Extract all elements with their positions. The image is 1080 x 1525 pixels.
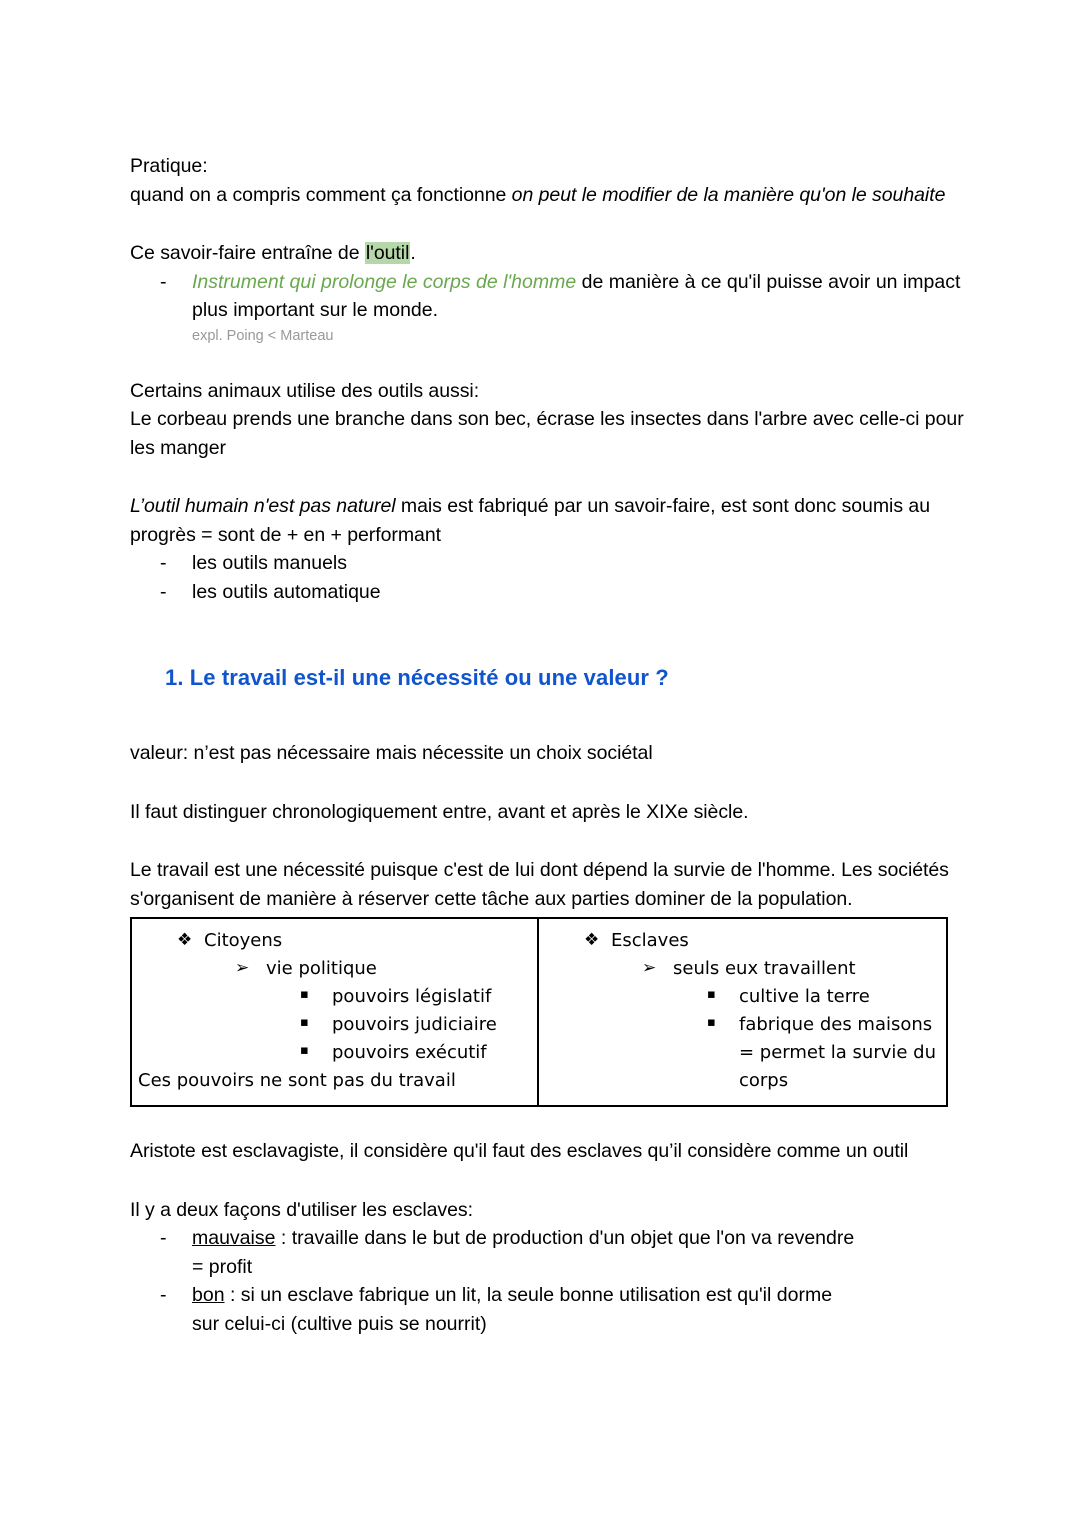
spacer (130, 606, 980, 663)
paragraph-deux-facons-intro: Il y a deux façons d'utiliser les esclaves: (130, 1198, 473, 1221)
list-item-second-line: sur celui-ci (cultive puis se nourrit) (192, 1312, 487, 1335)
list-item-keyword: bon (192, 1284, 225, 1306)
paragraph-pratique-label: Pratique: (130, 155, 208, 177)
table-row (539, 955, 946, 983)
table-subitem-label: vie politique (266, 958, 377, 979)
list-item (130, 549, 980, 578)
list-item-keyword: mauvaise (192, 1227, 276, 1249)
paragraph-animaux-corbeau: Le corbeau prends une branche dans son bec, écrase les insectes dans l'arbre avec celle-ci pour les manger (130, 408, 964, 459)
paragraph-necessite: Le travail est une nécessité puisque c'est de lui dont dépend la survie de l'homme. Les sociétés s'organisent de manière à réserver cette tâche aux parties dominer de la population. (130, 859, 949, 910)
dash-bullet-icon: - (160, 552, 167, 574)
square-bullet-icon: ▪ (300, 1015, 309, 1030)
deux-facons-list (130, 1224, 980, 1338)
table-subitem-label: pouvoirs judiciaire (332, 1014, 497, 1035)
dash-bullet-icon: - (160, 270, 167, 293)
dash-bullet-icon: - (160, 1284, 167, 1306)
spacer (130, 693, 980, 739)
dash-bullet-icon: - (160, 580, 167, 603)
diamond-bullet-icon: ❖ (584, 930, 600, 950)
paragraph-outil-humain (130, 492, 980, 549)
list-item (130, 1281, 980, 1338)
list-item-label: les outils manuels (192, 552, 347, 574)
square-bullet-icon: ▪ (707, 1015, 716, 1030)
table-row (132, 1011, 537, 1039)
table-row (132, 1039, 537, 1067)
section-heading-1: 1. Le travail est-il une nécessité ou une valeur ? (165, 665, 669, 690)
table-subitem-label: cultive la terre (739, 986, 870, 1007)
comparison-table (130, 917, 948, 1107)
table-cell-heading: Citoyens (204, 930, 283, 951)
diamond-bullet-icon: ❖ (177, 930, 193, 950)
paragraph-valeur: valeur: n’est pas nécessaire mais nécessite un choix sociétal (130, 742, 653, 764)
spacer (130, 462, 980, 492)
paragraph-pratique-body (130, 181, 980, 210)
outil-definition-rest-text: de manière à ce qu'il puisse avoir un impact plus important sur le monde. (192, 270, 961, 321)
outil-definition-example: expl. Poing < Marteau (192, 327, 334, 344)
spacer (130, 209, 980, 239)
spacer (130, 826, 980, 856)
spacer (130, 1107, 980, 1137)
arrow-bullet-icon: ➢ (642, 958, 657, 978)
spacer (130, 768, 980, 798)
document-content (130, 152, 980, 1338)
list-item-label: : si un esclave fabrique un lit, la seule bonne utilisation est qu'il dorme (224, 1284, 833, 1306)
outil-definition-green-text: Instrument qui prolonge le corps de l'homme (192, 270, 577, 293)
table-subitem-label: pouvoirs exécutif (332, 1042, 487, 1063)
table-cell-footer-note: Ces pouvoirs ne sont pas du travail (138, 1070, 456, 1091)
outil-humain-italic-text: L’outil humain n'est pas naturel (130, 495, 396, 517)
table-subitem-label: fabrique des maisons (739, 1014, 933, 1035)
table-cell-esclaves (539, 919, 946, 1105)
outils-types-list (130, 549, 980, 606)
dash-bullet-icon: - (160, 1227, 167, 1249)
square-bullet-icon: ▪ (300, 1043, 309, 1058)
paragraph-chronologie: Il faut distinguer chronologiquement entre, avant et après le XIXe siècle. (130, 800, 749, 823)
table-row (539, 983, 946, 1011)
list-item (130, 268, 980, 347)
table-continuation-line: corps (739, 1070, 789, 1091)
table-continuation-line: = permet la survie du (739, 1042, 936, 1063)
square-bullet-icon: ▪ (300, 987, 309, 1002)
list-item-second-line: = profit (192, 1255, 253, 1278)
spacer (130, 347, 980, 377)
highlighted-term-loutil: l'outil (365, 242, 410, 264)
outil-definition-list (130, 268, 980, 347)
paragraph-aristote: Aristote est esclavagiste, il considère qu'il faut des esclaves qu’il considère comme un outil (130, 1140, 909, 1162)
list-item-label: : travaille dans le but de production d'un objet que l'on va revendre (275, 1227, 855, 1249)
list-item (130, 1224, 980, 1281)
table-subitem-label: seuls eux travaillent (673, 958, 856, 979)
pratique-italic-text: on peut le modifier de la manière qu'on le souhaite (511, 183, 946, 206)
pratique-normal-text: quand on a compris comment ça fonctionne (130, 183, 512, 206)
table-row (539, 1011, 946, 1039)
paragraph-animaux-intro: Certains animaux utilise des outils aussi: (130, 379, 480, 402)
list-item (130, 578, 980, 607)
spacer (130, 1166, 980, 1196)
outil-humain-rest-text: mais est fabriqué par un savoir-faire, est sont donc soumis au progrès = sont de + en + performant (130, 495, 930, 546)
table-cell-citoyens (132, 919, 539, 1105)
square-bullet-icon: ▪ (707, 987, 716, 1002)
table-row (132, 927, 537, 955)
arrow-bullet-icon: ➢ (235, 958, 250, 978)
savoir-faire-prefix: Ce savoir-faire entraîne de (130, 242, 365, 264)
table-row (539, 927, 946, 955)
paragraph-savoir-faire (130, 239, 980, 268)
table-subitem-label: pouvoirs législatif (332, 986, 492, 1007)
list-item-label: les outils automatique (192, 580, 381, 603)
table-cell-heading: Esclaves (611, 930, 689, 951)
table-row (132, 955, 537, 983)
table-row (132, 983, 537, 1011)
savoir-faire-suffix: . (410, 242, 416, 264)
